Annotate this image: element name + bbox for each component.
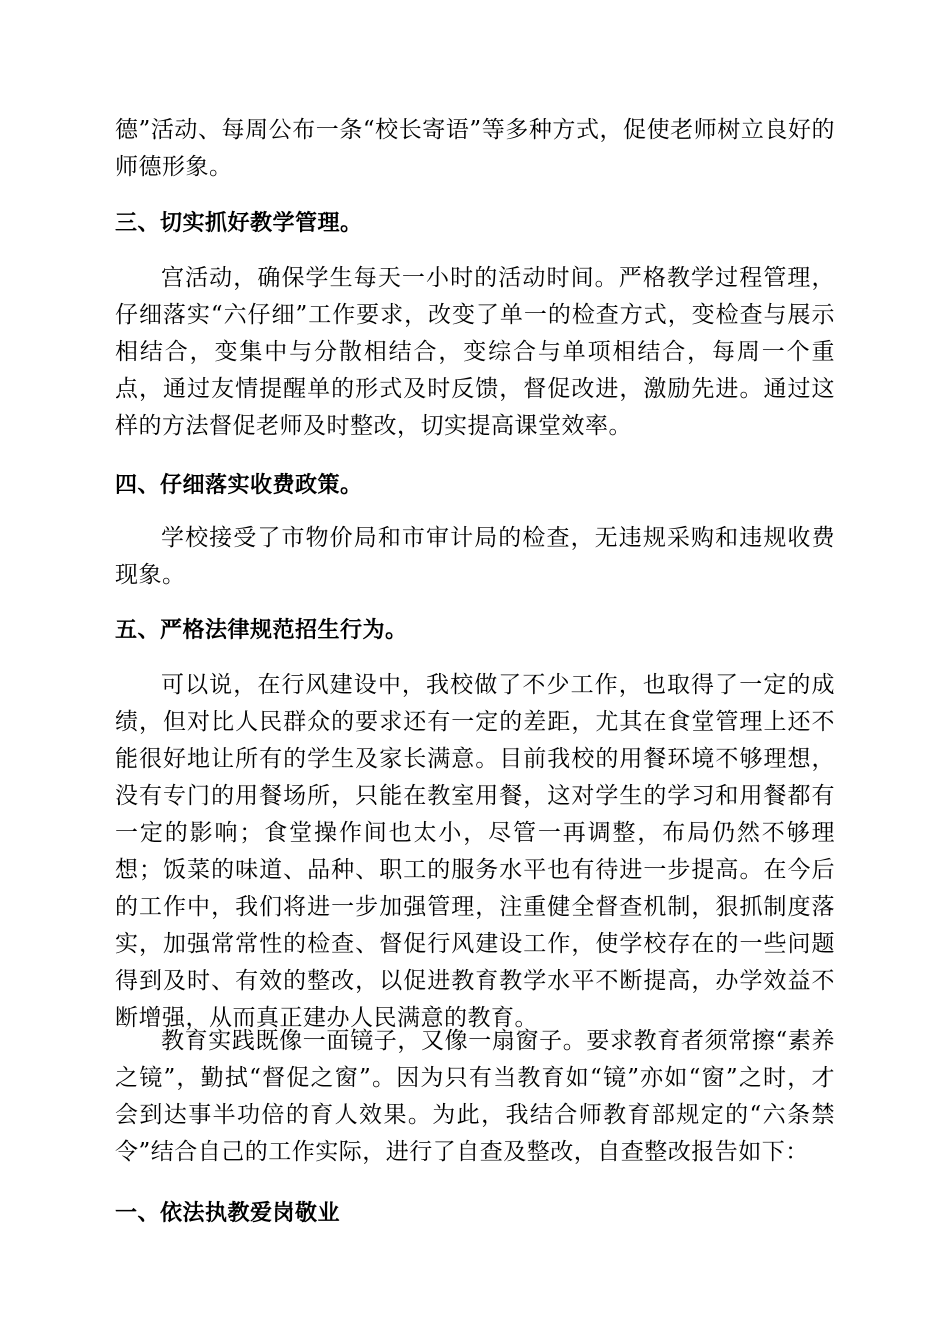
heading-teaching-management: 三、切实抓好教学管理。 [115,211,363,236]
paragraph-teaching-management: 宫活动，确保学生每天一小时的活动时间。严格教学过程管理，仔细落实“六仔细”工作要求，改变了单一的检查方式，变检查与展示相结合，变集中与分散相结合，变综合与单项相结合，每周一个重点，通过友情提醒单的形式及时反馈，督促改进，激励先进。通过这样的方法督促老师及时整改，切实提高课堂效率。 [115,265,835,439]
heading-law-abiding-teaching: 一、依法执教爱岗敬业 [115,1201,341,1226]
paragraph-teacher-ethics: 德”活动、每周公布一条“校长寄语”等多种方式，促使老师树立良好的师德形象。 [115,117,835,180]
heading-fee-policy: 四、仔细落实收费政策。 [115,473,363,498]
paragraph-fee-policy: 学校接受了市物价局和市审计局的检查，无违规采购和违规收费现象。 [115,525,835,588]
paragraph-shortcomings: 可以说，在行风建设中，我校做了不少工作，也取得了一定的成绩，但对比人民群众的要求还有一定的差距，尤其在食堂管理上还不能很好地让所有的学生及家长满意。目前我校的用餐环境不够理想，没有专门的用餐场所，只能在教室用餐，这对学生的学习和用餐都有一定的影响；食堂操作间也太小，尽管一再调整，布局仍然不够理想；饭菜的味道、品种、职工的服务水平也有待进一步提高。在今后的工作中，我们将进一步加强管理，注重健全督查机制，狠抓制度落实，加强常常性的检查、督促行风建设工作，使学校存在的一些问题得到及时、有效的整改，以促进教育教学水平不断提高，办学效益不断增强，从而真正建办人民满意的教育。 [115,672,835,1031]
paragraph-self-inspection: 教育实践既像一面镜子，又像一扇窗子。要求教育者须常擦“素养之镜”，勤拭“督促之窗”。因为只有当教育如“镜”亦如“窗”之时，才会到达事半功倍的育人效果。为此，我结合师教育部规定的“六条禁令”结合自己的工作实际，进行了自查及整改，自查整改报告如下： [115,1028,835,1165]
heading-enrollment: 五、严格法律规范招生行为。 [115,618,408,643]
